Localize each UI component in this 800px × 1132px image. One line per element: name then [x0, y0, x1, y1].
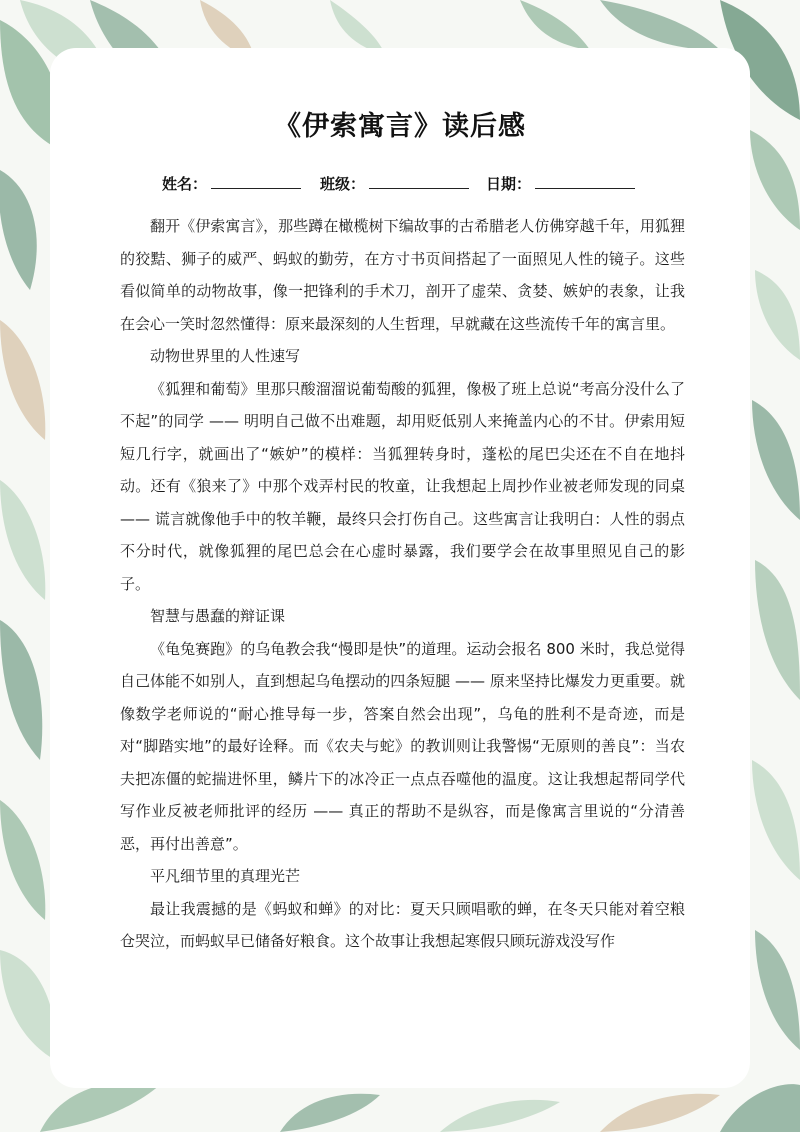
- page-title: 《伊索寓言》读后感: [274, 111, 526, 142]
- class-field[interactable]: [320, 173, 469, 194]
- date-blank-line: [535, 173, 635, 189]
- section-heading: 智慧与愚蠢的辩证课: [150, 607, 286, 625]
- paragraph: 翻开《伊索寓言》，那些蹲在橄榄树下编故事的古希腊老人仿佛穿越千年，用狐狸的狡黠、狮子的威严、蚂蚁的勤劳，在方寸书页间搭起了一面照见人性的镜子。这些看似简单的动物故事，像一把锋利的手术刀，剖开了虚荣、贪婪、嫉妒的表象，让我在会心一笑时忽然懂得：原来最深刻的人生哲理，早就藏在这些流传千年的寓言里。: [120, 217, 685, 333]
- leaf-icon: [330, 0, 385, 55]
- leaf-icon: [600, 0, 720, 50]
- leaf-icon: [440, 1100, 560, 1132]
- leaf-icon: [755, 560, 800, 700]
- leaf-icon: [755, 270, 800, 360]
- leaf-icon: [755, 930, 800, 1050]
- section-heading: 动物世界里的人性速写: [150, 347, 301, 365]
- paragraph: 《龟兔赛跑》的乌龟教会我“慢即是快”的道理。运动会报名 800 米时，我总觉得自己体能不如别人，直到想起乌龟摆动的四条短腿 —— 原来坚持比爆发力更重要。就像数学老师说的“耐心推导每一步，答案自然会出现”，乌龟的胜利不是奇迹，而是对“脚踏实地”的最好诠释。而《农夫与蛇》的教训则让我警惕“无原则的善良”：当农夫把冻僵的蛇揣进怀里，鳞片下的冰冷正一点点吞噬他的温度。这让我想起帮同学代写作业反被老师批评的经历 —— 真正的帮助不是纵容，而是像寓言里说的“分清善恶，再付出善意”。: [120, 639, 685, 853]
- essay-body: [120, 210, 685, 958]
- section-heading: 平凡细节里的真理光芒: [150, 867, 301, 885]
- leaf-icon: [0, 800, 45, 920]
- leaf-icon: [0, 480, 45, 600]
- leaf-icon: [600, 1094, 720, 1132]
- class-blank-line: [369, 173, 469, 189]
- leaf-icon: [40, 1082, 160, 1132]
- leaf-icon: [0, 320, 45, 440]
- leaf-icon: [0, 950, 56, 1060]
- student-info-row: [162, 173, 642, 197]
- leaf-icon: [0, 170, 37, 290]
- leaf-icon: [750, 130, 800, 230]
- date-field[interactable]: [486, 173, 635, 194]
- leaf-icon: [752, 400, 800, 520]
- leaf-icon: [0, 620, 42, 760]
- name-label: 姓名：: [162, 175, 208, 193]
- leaf-icon: [752, 760, 800, 880]
- paragraph: 《狐狸和葡萄》里那只酸溜溜说葡萄酸的狐狸，像极了班上总说“考高分没什么了不起”的同学 —— 明明自己做不出难题，却用贬低别人来掩盖内心的不甘。伊索用短短几行字，就画出了“嫉妒”的模样：当狐狸转身时，蓬松的尾巴尖还在不自在地抖动。还有《狼来了》中那个戏弄村民的牧童，让我想起上周抄作业被老师发现的同桌 —— 谎言就像他手中的牧羊鞭，最终只会打伤自己。这些寓言让我明白：人性的弱点不分时代，就像狐狸的尾巴总会在心虚时暴露，我们要学会在故事里照见自己的影子。: [120, 379, 685, 593]
- leaf-icon: [520, 0, 590, 50]
- paragraph: 最让我震撼的是《蚂蚁和蝉》的对比：夏天只顾唱歌的蝉，在冬天只能对着空粮仓哭泣，而蚂蚁早已储备好粮食。这个故事让我想起寒假只顾玩游戏没写作: [120, 899, 685, 950]
- leaf-icon: [280, 1094, 380, 1132]
- leaf-icon: [720, 1084, 800, 1132]
- class-label: 班级：: [320, 175, 366, 193]
- date-label: 日期：: [486, 175, 532, 193]
- name-field[interactable]: [162, 173, 301, 194]
- name-blank-line: [211, 173, 301, 189]
